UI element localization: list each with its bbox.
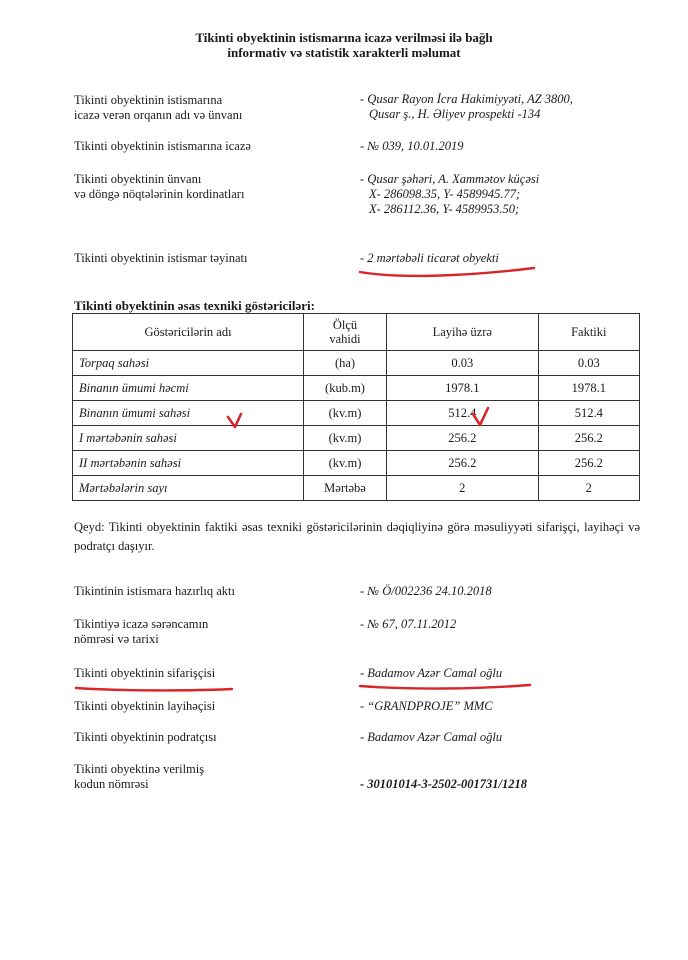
responsibility-note: Qeyd: Tikinti obyektinin faktiki əsas texniki göstəricilərinin dəqiqliyinə görə məsuliyyəti sifarişçi, layihəçi və podratçı daşıyır. bbox=[74, 520, 640, 553]
header-indicator-name: Göstəricilərin adı bbox=[73, 314, 304, 351]
readiness-act-label: Tikintinin istismara hazırlıq aktı bbox=[74, 584, 235, 598]
underline-purpose-mark bbox=[360, 268, 534, 276]
tech-indicators-heading: Tikinti obyektinin əsas texniki göstəriciləri: bbox=[74, 298, 315, 313]
tech-indicators-table bbox=[72, 313, 640, 501]
customer-value: - Badamov Azər Camal oğlu bbox=[360, 666, 503, 680]
header-actual: Faktiki bbox=[538, 314, 639, 351]
table-header-row bbox=[73, 314, 640, 351]
document-title-line-2: informativ və statistik xarakterli məlumat bbox=[227, 45, 461, 60]
header-project: Layihə üzrə bbox=[387, 314, 539, 351]
table-row: Mərtəbələrin sayı Mərtəbə 2 2 bbox=[73, 476, 640, 501]
purpose-value: - 2 mərtəbəli ticarət obyekti bbox=[360, 251, 499, 265]
contractor-label: Tikinti obyektinin podratçısı bbox=[74, 730, 217, 744]
designer-label: Tikinti obyektinin layihəçisi bbox=[74, 699, 216, 713]
underline-customer-label-mark bbox=[76, 688, 232, 690]
table-row: Binanın ümumi sahəsi (kv.m) 512.4 512.4 bbox=[73, 401, 640, 426]
address-label: Tikinti obyektinin ünvanı və döngə nöqtələrinin kordinatları bbox=[74, 172, 245, 201]
table-row: Torpaq sahəsi (ha) 0.03 0.03 bbox=[73, 351, 640, 376]
issuing-authority-label: Tikinti obyektinin istismarına icazə verən orqanın adı və ünvanı bbox=[74, 93, 243, 122]
purpose-label: Tikinti obyektinin istismar təyinatı bbox=[74, 251, 248, 265]
designer-value: - “GRANDPROJE” MMC bbox=[360, 699, 493, 713]
table-row: Binanın ümumi həcmi (kub.m) 1978.1 1978.1 bbox=[73, 376, 640, 401]
customer-label: Tikinti obyektinin sifarişçisi bbox=[74, 666, 216, 680]
permit-label: Tikinti obyektinin istismarına icazə bbox=[74, 139, 251, 153]
code-number-value: - 30101014-3-2502-001731/1218 bbox=[360, 777, 527, 791]
order-number-value: - № 67, 07.11.2012 bbox=[360, 617, 457, 631]
order-number-label: Tikintiyə icazə sərəncamın nömrəsi və tarixi bbox=[74, 617, 209, 646]
document-title-line-1: Tikinti obyektinin istismarına icazə verilməsi ilə bağlı bbox=[195, 30, 493, 45]
underline-customer-value-mark bbox=[360, 685, 530, 689]
permit-value: - № 039, 10.01.2019 bbox=[360, 139, 464, 153]
header-unit: Ölçü vahidi bbox=[304, 314, 387, 351]
table-row: I mərtəbənin sahəsi (kv.m) 256.2 256.2 bbox=[73, 426, 640, 451]
address-value: - Qusar şəhəri, A. Xammətov küçəsi X- 286098.35, Y- 4589945.77; X- 286112.36, Y- 4589953.50; bbox=[360, 172, 540, 216]
code-number-label: Tikinti obyektinə verilmiş kodun nömrəsi bbox=[74, 762, 205, 791]
issuing-authority-value: - Qusar Rayon İcra Hakimiyyəti, AZ 3800, Qusar ş., H. Əliyev prospekti -134 bbox=[360, 92, 573, 121]
contractor-value: - Badamov Azər Camal oğlu bbox=[360, 730, 503, 744]
readiness-act-value: - № Ö/002236 24.10.2018 bbox=[360, 584, 492, 598]
table-row: II mərtəbənin sahəsi (kv.m) 256.2 256.2 bbox=[73, 451, 640, 476]
